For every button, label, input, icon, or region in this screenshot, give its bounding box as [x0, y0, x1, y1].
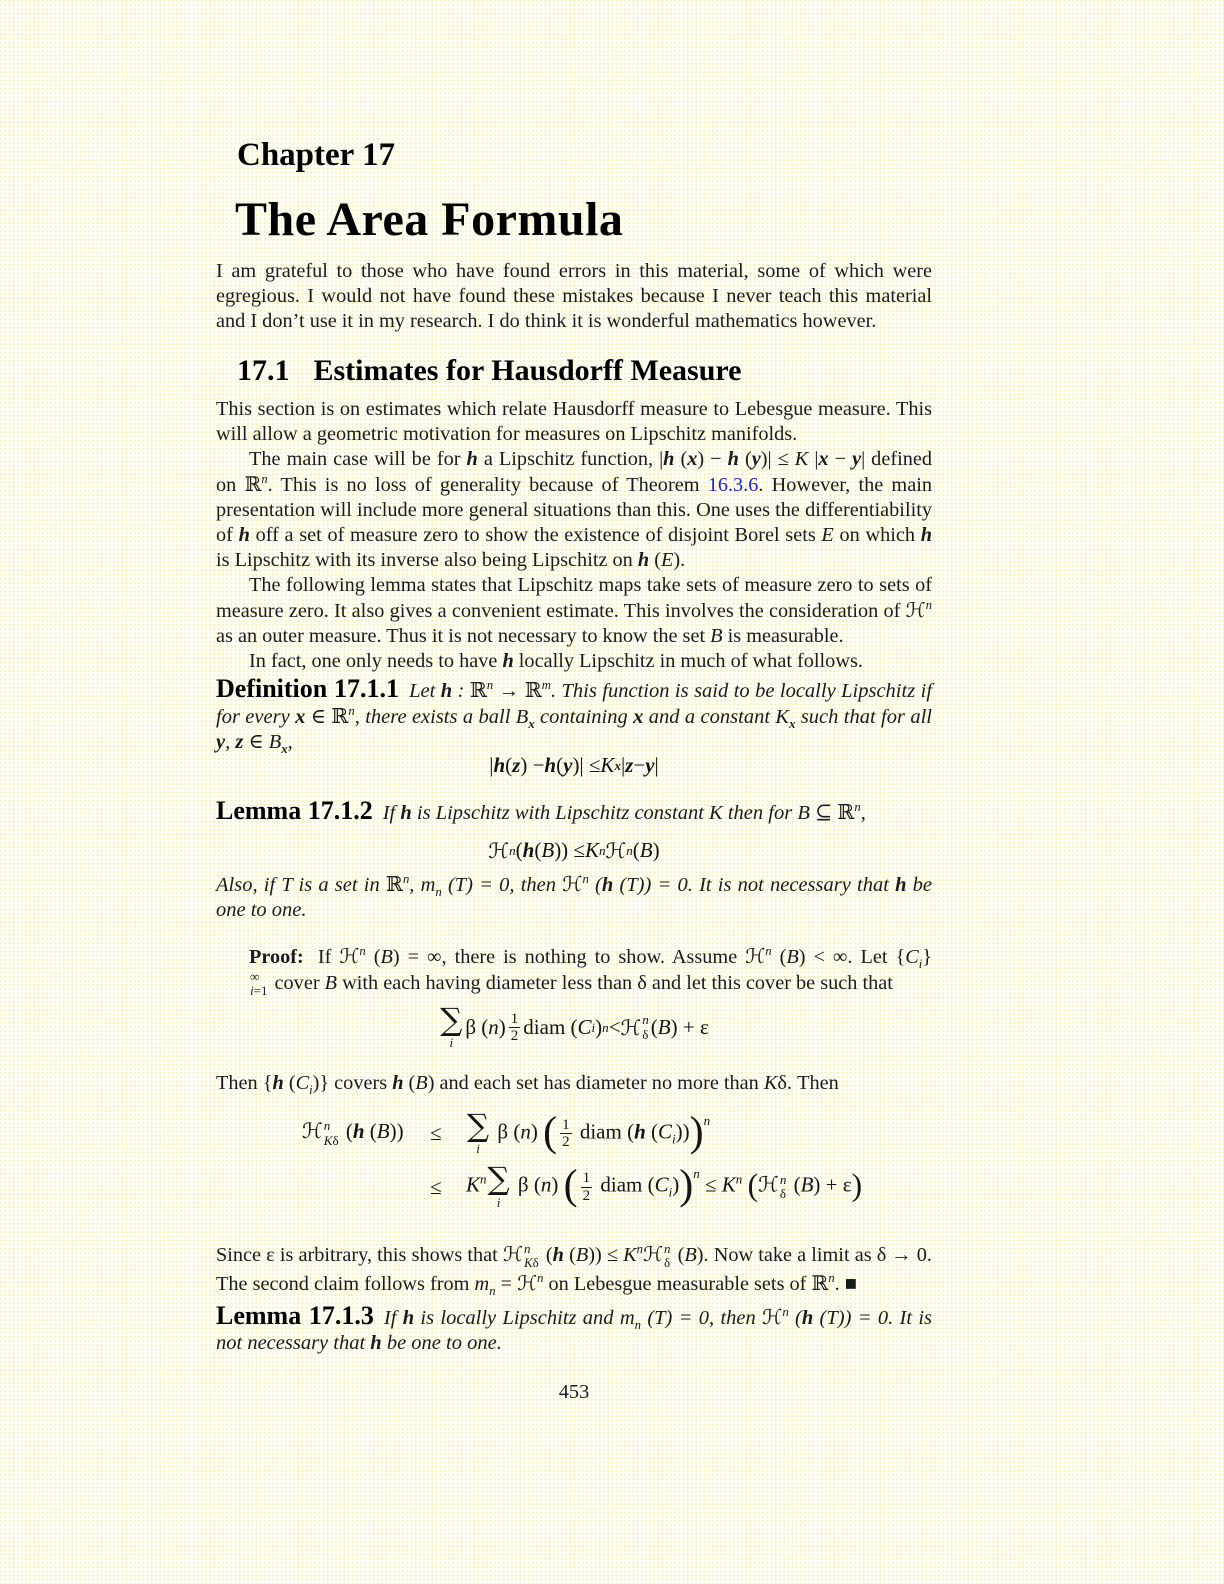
paragraph: The following lemma states that Lipschitz maps take sets of measure zero to sets of measure zero. It also gives a convenient estimate. This involves the consideration of ℋ$^n$ as an outer measure. Thus it is not necessary to know the set B is measurable. [216, 574, 932, 647]
theorem-16-3-6-link[interactable]: 16.3.6 [707, 474, 759, 496]
chapter-label: Chapter 17 [237, 137, 395, 173]
proof-label: Proof: [249, 946, 304, 968]
proof-conclusion [216, 1242, 932, 1297]
definition-body: Let h : ℝ$^n$ → ℝ$^m$. This function is said to be locally Lipschitz if for every x ∈ ℝ$^n$, there exists a ball $B_x$ containing x and a constant $K_x$ such that for all y, z ∈ $B_x$, [216, 678, 933, 757]
section-number: 17.1 [237, 354, 290, 387]
proof-text: If ℋ$^n$ (B) = ∞, there is nothing to show. Assume ℋ$^n$ (B) < ∞. Let $\{C_i\}$ ∞ i=1 cover B with each having diameter less than δ and let this cover be such that [250, 944, 933, 999]
page-title: The Area Formula [235, 193, 624, 246]
section-heading [237, 354, 953, 388]
paragraph: The main case will be for h a Lipschitz function, |h (x) − h (y)| ≤ K |x − y| defined on ℝ$^n$. This is no loss of generality because of Theorem 16.3.6. However, the main presentation will include more general situations than this. One uses the differentiability of h off a set of measure zero to show the existence of disjoint Borel sets E on which h is Lipschitz with its inverse also being Lipschitz on h (E). [216, 448, 933, 571]
aligned-row [302, 1161, 863, 1210]
aligned-lhs: ℋ n Kδ (h (B)) [302, 1118, 404, 1148]
lemma-body: If h is Lipschitz with Lipschitz constant K then for B ⊆ ℝ$^n$, [382, 800, 866, 824]
display-formula-local-lipschitz: | h ( z ) − h ( y )| ≤ K x | z − y | [489, 753, 659, 777]
section-title: Estimates for Hausdorff Measure [313, 354, 742, 387]
display-formula-hausdorff-bound: ℋ n ( h ( B )) ≤ K n ℋ n ( B ) [488, 838, 660, 863]
proof-paragraph [216, 944, 932, 999]
paragraph: In fact, one only needs to have h locally Lipschitz in much of what follows. [249, 650, 863, 672]
page-number: 453 [558, 1381, 590, 1403]
proof-then-line [216, 1071, 932, 1096]
preface-text: I am grateful to those who have found errors in this material, some of which were egregious. I would not have found these mistakes because I never teach this material and I don’t use it in my research. I do think it is wonderful mathematics however. [216, 260, 932, 332]
proof-conclusion-text: Since ε is arbitrary, this shows that ℋ n Kδ (h $(B)) \le K^nℋ$ n δ (B). Now take a limit as δ → 0. The second claim follows from $m_n$ = ℋ$^n$ on Lebesgue measurable sets of ℝ$^n$. ■ [216, 1241, 933, 1298]
lemma-17-1-2 [216, 798, 932, 826]
display-formula-aligned [302, 1108, 863, 1210]
qed-square: ■ [844, 1272, 858, 1295]
relation-symbol: ≤ [430, 1121, 442, 1146]
aligned-rhs: ∑ i β (n) ( $\frac{1}{2}$ diam (h $(C_i)))^n$ [467, 1108, 711, 1157]
section-body [216, 397, 932, 674]
aligned-rhs: $K^n$ ∑ i β (n) ( $\frac{1}{2}$ diam $(C_i))^n \le K^n$ (ℋ n δ (B) + ε) [466, 1161, 863, 1210]
lemma-17-1-3 [216, 1303, 932, 1356]
proof-then-text: Then {h $(C_i)$} covers h (B) and each set has diameter no more than Kδ. Then [216, 1072, 839, 1098]
preface-paragraph [216, 259, 932, 334]
definition-17-1-1 [216, 676, 932, 755]
aligned-row [302, 1108, 862, 1157]
display-formula-cover-sum: ∑ i β ( n ) $\frac{1}{2}$ diam ( C i ) n < ℋ n δ ( B ) + ε [440, 1002, 709, 1051]
lemma-continuation [216, 872, 932, 923]
lemma-heading: Lemma 17.1.3 [216, 1301, 374, 1330]
relation-symbol: ≤ [430, 1174, 442, 1199]
paragraph: This section is on estimates which relate Hausdorff measure to Lebesgue measure. This will allow a geometric motivation for measures on Lipschitz manifolds. [216, 398, 932, 445]
lemma-body: If h is locally Lipschitz and $m_n$ (T) = 0, then ℋ$^n$ (h (T)) = 0. It is not necessary that h be one to one. [216, 1305, 932, 1354]
lemma-continuation-text: Also, if T is a set in ℝ$^n$, $m_n$ (T) = 0, then ℋ$^n$ (h (T)) = 0. It is not necessary that h be one to one. [216, 872, 933, 921]
definition-heading: Definition 17.1.1 [216, 674, 400, 703]
lemma-heading: Lemma 17.1.2 [216, 796, 373, 825]
